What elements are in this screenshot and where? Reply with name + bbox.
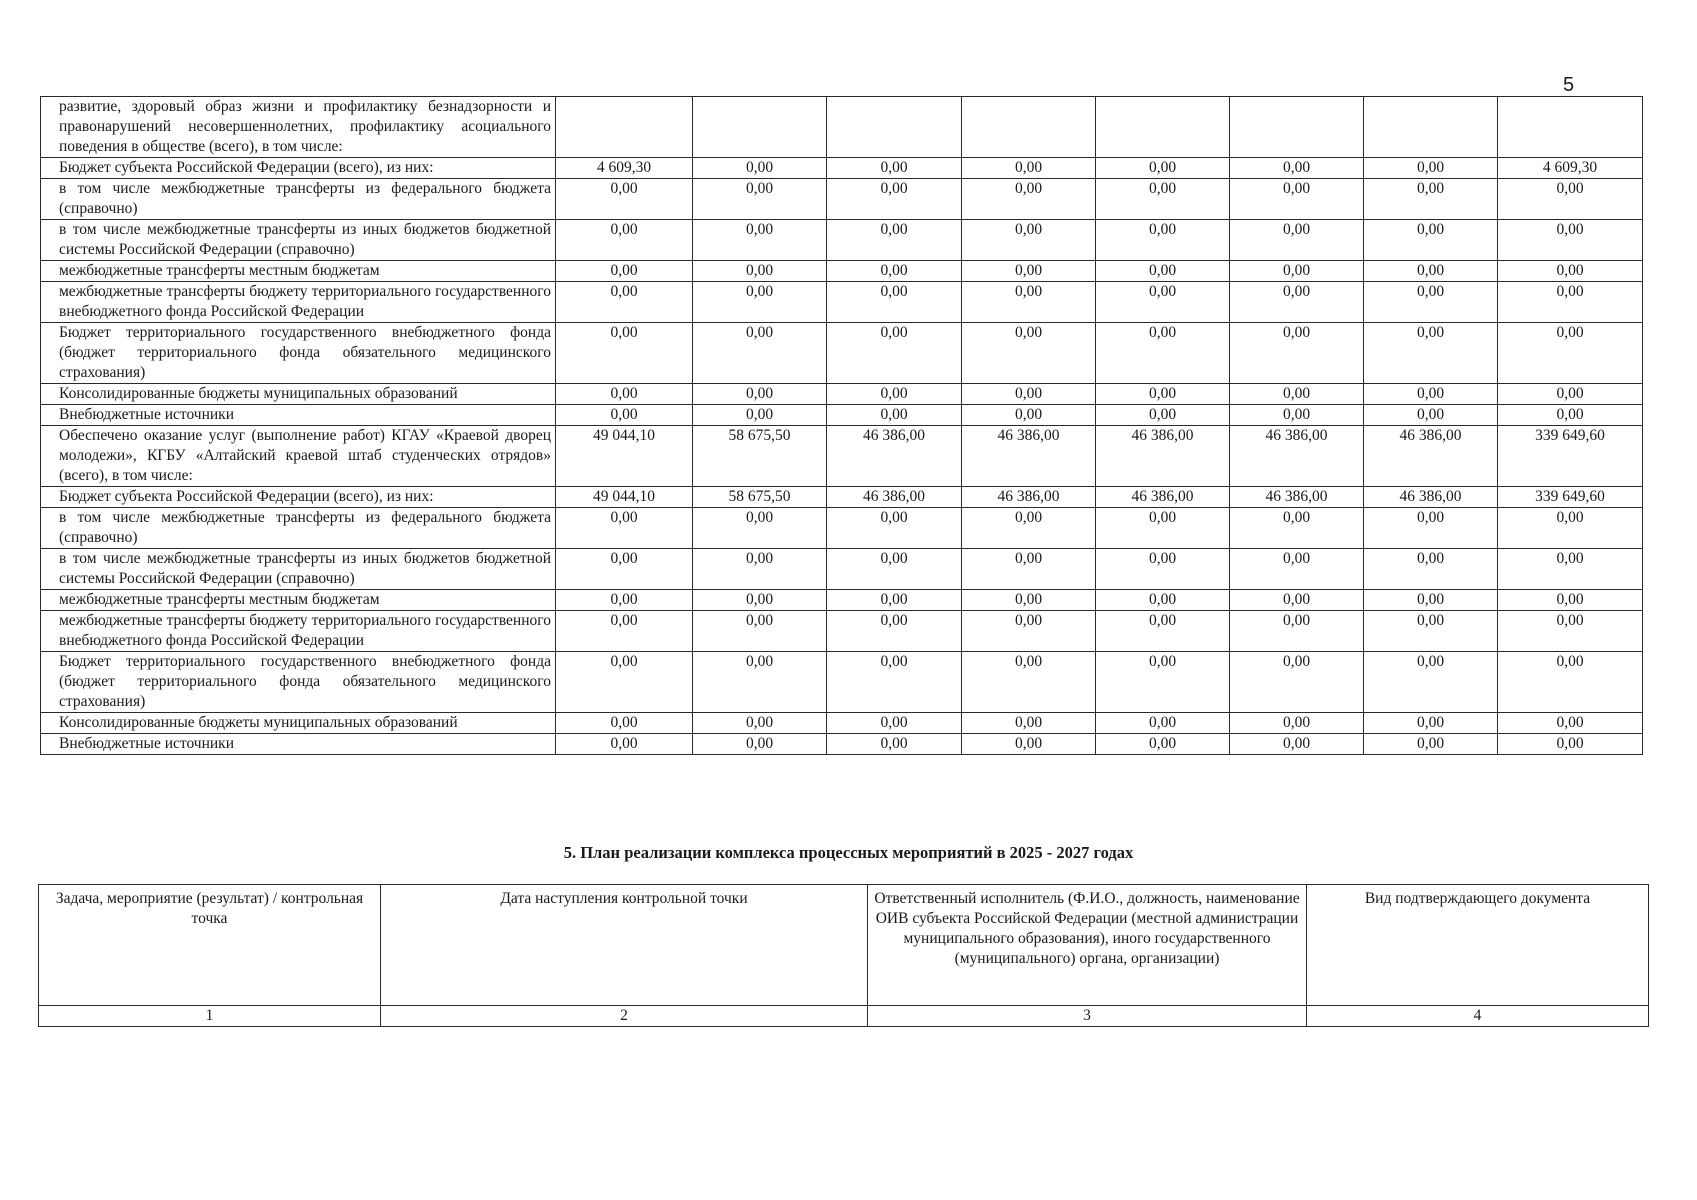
plan-table: [38, 884, 1649, 1027]
value-cell: 0,00: [962, 282, 1096, 323]
value-cell: 0,00: [827, 384, 962, 405]
value-cell: 4 609,30: [556, 158, 693, 179]
value-cell: 0,00: [827, 220, 962, 261]
value-cell: 0,00: [1498, 282, 1643, 323]
value-cell: 0,00: [693, 220, 827, 261]
value-cell: 339 649,60: [1498, 426, 1643, 487]
value-cell: 0,00: [1364, 611, 1498, 652]
value-cell: 0,00: [1364, 323, 1498, 384]
finance-row: [41, 405, 1643, 426]
value-cell: 0,00: [1364, 405, 1498, 426]
value-cell: 0,00: [827, 282, 962, 323]
value-cell: 46 386,00: [962, 426, 1096, 487]
value-cell: 0,00: [962, 179, 1096, 220]
value-cell: 0,00: [1230, 652, 1364, 713]
value-cell: 0,00: [962, 549, 1096, 590]
value-cell: [556, 97, 693, 158]
value-cell: 0,00: [827, 261, 962, 282]
value-cell: 0,00: [827, 405, 962, 426]
row-label: Внебюджетные источники: [41, 405, 556, 426]
value-cell: 0,00: [1498, 611, 1643, 652]
value-cell: 0,00: [1230, 179, 1364, 220]
value-cell: 0,00: [827, 158, 962, 179]
row-label: Бюджет территориального государственного внебюджетного фонда (бюджет территориального фонда обязательного медицинского страхования): [41, 652, 556, 713]
value-cell: 0,00: [1096, 549, 1230, 590]
value-cell: [1498, 97, 1643, 158]
value-cell: 0,00: [962, 590, 1096, 611]
value-cell: 0,00: [693, 179, 827, 220]
value-cell: 0,00: [962, 261, 1096, 282]
finance-table: [40, 96, 1643, 755]
value-cell: 0,00: [693, 734, 827, 755]
value-cell: 0,00: [1498, 384, 1643, 405]
finance-row: [41, 158, 1643, 179]
plan-header-task: Задача, мероприятие (результат) / контрольная точка: [39, 885, 381, 1006]
plan-col-number: 3: [868, 1006, 1307, 1027]
value-cell: 0,00: [1230, 611, 1364, 652]
plan-number-row: [39, 1006, 1649, 1027]
row-label: Внебюджетные источники: [41, 734, 556, 755]
plan-col-number: 4: [1307, 1006, 1649, 1027]
value-cell: 0,00: [1498, 652, 1643, 713]
row-label: межбюджетные трансферты местным бюджетам: [41, 261, 556, 282]
value-cell: 49 044,10: [556, 426, 693, 487]
value-cell: 0,00: [1096, 713, 1230, 734]
value-cell: 0,00: [1096, 158, 1230, 179]
value-cell: 4 609,30: [1498, 158, 1643, 179]
finance-row: [41, 713, 1643, 734]
finance-row: [41, 97, 1643, 158]
value-cell: 0,00: [556, 220, 693, 261]
value-cell: 0,00: [962, 384, 1096, 405]
value-cell: 0,00: [827, 734, 962, 755]
value-cell: [1096, 97, 1230, 158]
value-cell: 0,00: [962, 323, 1096, 384]
value-cell: 0,00: [962, 405, 1096, 426]
value-cell: 0,00: [1230, 384, 1364, 405]
value-cell: 0,00: [1230, 549, 1364, 590]
finance-row: [41, 487, 1643, 508]
value-cell: 0,00: [827, 549, 962, 590]
row-label: в том числе межбюджетные трансферты из иных бюджетов бюджетной системы Российской Федерации (справочно): [41, 220, 556, 261]
value-cell: 0,00: [1096, 261, 1230, 282]
value-cell: [1230, 97, 1364, 158]
value-cell: 46 386,00: [827, 426, 962, 487]
row-label: межбюджетные трансферты бюджету территориального государственного внебюджетного фонда Российской Федерации: [41, 282, 556, 323]
value-cell: 0,00: [556, 405, 693, 426]
value-cell: [962, 97, 1096, 158]
finance-row: [41, 590, 1643, 611]
value-cell: 0,00: [962, 652, 1096, 713]
value-cell: 0,00: [827, 323, 962, 384]
value-cell: 0,00: [962, 220, 1096, 261]
value-cell: 0,00: [1230, 323, 1364, 384]
value-cell: 339 649,60: [1498, 487, 1643, 508]
value-cell: 49 044,10: [556, 487, 693, 508]
row-label: Бюджет территориального государственного внебюджетного фонда (бюджет территориального фонда обязательного медицинского страхования): [41, 323, 556, 384]
value-cell: 0,00: [556, 508, 693, 549]
value-cell: 0,00: [556, 652, 693, 713]
value-cell: 0,00: [1364, 734, 1498, 755]
row-label: развитие, здоровый образ жизни и профилактику безнадзорности и правонарушений несовершеннолетних, профилактику асоциального поведения в обществе (всего), в том числе:: [41, 97, 556, 158]
value-cell: 0,00: [556, 734, 693, 755]
value-cell: 46 386,00: [1096, 487, 1230, 508]
value-cell: 0,00: [693, 713, 827, 734]
value-cell: 0,00: [1498, 323, 1643, 384]
value-cell: 0,00: [1498, 549, 1643, 590]
value-cell: 0,00: [1230, 220, 1364, 261]
finance-row: [41, 220, 1643, 261]
finance-row: [41, 282, 1643, 323]
finance-row: [41, 426, 1643, 487]
value-cell: 0,00: [1364, 158, 1498, 179]
finance-row: [41, 179, 1643, 220]
value-cell: 0,00: [1096, 405, 1230, 426]
value-cell: 0,00: [1096, 652, 1230, 713]
value-cell: 0,00: [962, 713, 1096, 734]
value-cell: 0,00: [1230, 158, 1364, 179]
value-cell: 0,00: [1096, 734, 1230, 755]
value-cell: [827, 97, 962, 158]
value-cell: 46 386,00: [1096, 426, 1230, 487]
value-cell: 0,00: [1498, 220, 1643, 261]
value-cell: [1364, 97, 1498, 158]
value-cell: 46 386,00: [962, 487, 1096, 508]
value-cell: 46 386,00: [827, 487, 962, 508]
finance-row: [41, 384, 1643, 405]
page-number: 5: [1563, 74, 1575, 96]
value-cell: 0,00: [693, 282, 827, 323]
value-cell: 0,00: [1498, 508, 1643, 549]
value-cell: 0,00: [962, 158, 1096, 179]
plan-header-date: Дата наступления контрольной точки: [381, 885, 868, 1006]
plan-header-document: Вид подтверждающего документа: [1307, 885, 1649, 1006]
value-cell: 0,00: [1096, 220, 1230, 261]
value-cell: 0,00: [1498, 734, 1643, 755]
value-cell: 0,00: [1498, 713, 1643, 734]
value-cell: 0,00: [1364, 652, 1498, 713]
finance-row: [41, 323, 1643, 384]
finance-row: [41, 261, 1643, 282]
value-cell: 0,00: [1364, 384, 1498, 405]
value-cell: 0,00: [1096, 282, 1230, 323]
section-title: 5. План реализации комплекса процессных мероприятий в 2025 - 2027 годах: [563, 843, 1134, 862]
value-cell: 0,00: [556, 713, 693, 734]
value-cell: 0,00: [1096, 179, 1230, 220]
plan-col-number: 1: [39, 1006, 381, 1027]
row-label: Консолидированные бюджеты муниципальных образований: [41, 713, 556, 734]
value-cell: 0,00: [693, 261, 827, 282]
row-label: в том числе межбюджетные трансферты из федерального бюджета (справочно): [41, 179, 556, 220]
value-cell: 0,00: [1498, 405, 1643, 426]
finance-row: [41, 734, 1643, 755]
value-cell: 0,00: [1498, 261, 1643, 282]
value-cell: 0,00: [827, 611, 962, 652]
value-cell: 46 386,00: [1364, 487, 1498, 508]
value-cell: 0,00: [1096, 323, 1230, 384]
row-label: Бюджет субъекта Российской Федерации (всего), из них:: [41, 158, 556, 179]
plan-header-responsible: Ответственный исполнитель (Ф.И.О., должность, наименование ОИВ субъекта Российской Федерации (местной администрации муниципального образования), иного государственного (муниципального) органа, организации): [868, 885, 1307, 1006]
value-cell: 0,00: [1096, 508, 1230, 549]
value-cell: 0,00: [556, 590, 693, 611]
row-label: в том числе межбюджетные трансферты из федерального бюджета (справочно): [41, 508, 556, 549]
value-cell: 0,00: [1230, 405, 1364, 426]
value-cell: 0,00: [1364, 282, 1498, 323]
value-cell: 0,00: [1230, 282, 1364, 323]
value-cell: 0,00: [827, 652, 962, 713]
row-label: Обеспечено оказание услуг (выполнение работ) КГАУ «Краевой дворец молодежи», КГБУ «Алтайский краевой штаб студенческих отрядов» (всего), в том числе:: [41, 426, 556, 487]
value-cell: 0,00: [1364, 220, 1498, 261]
value-cell: 0,00: [1230, 261, 1364, 282]
row-label: межбюджетные трансферты местным бюджетам: [41, 590, 556, 611]
value-cell: 0,00: [556, 179, 693, 220]
value-cell: 58 675,50: [693, 426, 827, 487]
value-cell: 0,00: [693, 384, 827, 405]
value-cell: 0,00: [693, 158, 827, 179]
value-cell: 0,00: [693, 590, 827, 611]
plan-col-number: 2: [381, 1006, 868, 1027]
row-label: в том числе межбюджетные трансферты из иных бюджетов бюджетной системы Российской Федерации (справочно): [41, 549, 556, 590]
value-cell: 0,00: [1230, 734, 1364, 755]
value-cell: 0,00: [962, 611, 1096, 652]
value-cell: 0,00: [1364, 261, 1498, 282]
value-cell: 0,00: [693, 508, 827, 549]
value-cell: 0,00: [556, 549, 693, 590]
finance-row: [41, 611, 1643, 652]
value-cell: 0,00: [693, 549, 827, 590]
row-label: межбюджетные трансферты бюджету территориального государственного внебюджетного фонда Российской Федерации: [41, 611, 556, 652]
value-cell: 0,00: [693, 611, 827, 652]
value-cell: 0,00: [1364, 508, 1498, 549]
value-cell: 0,00: [1364, 713, 1498, 734]
value-cell: 0,00: [556, 261, 693, 282]
value-cell: 46 386,00: [1230, 426, 1364, 487]
value-cell: 0,00: [556, 384, 693, 405]
row-label: Консолидированные бюджеты муниципальных образований: [41, 384, 556, 405]
value-cell: 0,00: [556, 323, 693, 384]
value-cell: 0,00: [1364, 590, 1498, 611]
value-cell: 0,00: [1230, 508, 1364, 549]
value-cell: 0,00: [1498, 179, 1643, 220]
value-cell: 0,00: [556, 282, 693, 323]
finance-row: [41, 508, 1643, 549]
value-cell: 0,00: [1230, 590, 1364, 611]
value-cell: [693, 97, 827, 158]
value-cell: 0,00: [962, 734, 1096, 755]
value-cell: 0,00: [827, 590, 962, 611]
value-cell: 0,00: [693, 652, 827, 713]
value-cell: 0,00: [827, 508, 962, 549]
row-label: Бюджет субъекта Российской Федерации (всего), из них:: [41, 487, 556, 508]
value-cell: 0,00: [1096, 590, 1230, 611]
value-cell: 0,00: [693, 323, 827, 384]
value-cell: 0,00: [962, 508, 1096, 549]
value-cell: 0,00: [693, 405, 827, 426]
value-cell: 0,00: [1230, 713, 1364, 734]
value-cell: 58 675,50: [693, 487, 827, 508]
value-cell: 0,00: [827, 713, 962, 734]
value-cell: 0,00: [1364, 179, 1498, 220]
value-cell: 0,00: [1364, 549, 1498, 590]
finance-row: [41, 549, 1643, 590]
value-cell: 0,00: [556, 611, 693, 652]
value-cell: 0,00: [1096, 611, 1230, 652]
value-cell: 46 386,00: [1230, 487, 1364, 508]
plan-header-row: [39, 885, 1649, 1006]
value-cell: 46 386,00: [1364, 426, 1498, 487]
value-cell: 0,00: [1498, 590, 1643, 611]
finance-row: [41, 652, 1643, 713]
value-cell: 0,00: [827, 179, 962, 220]
value-cell: 0,00: [1096, 384, 1230, 405]
